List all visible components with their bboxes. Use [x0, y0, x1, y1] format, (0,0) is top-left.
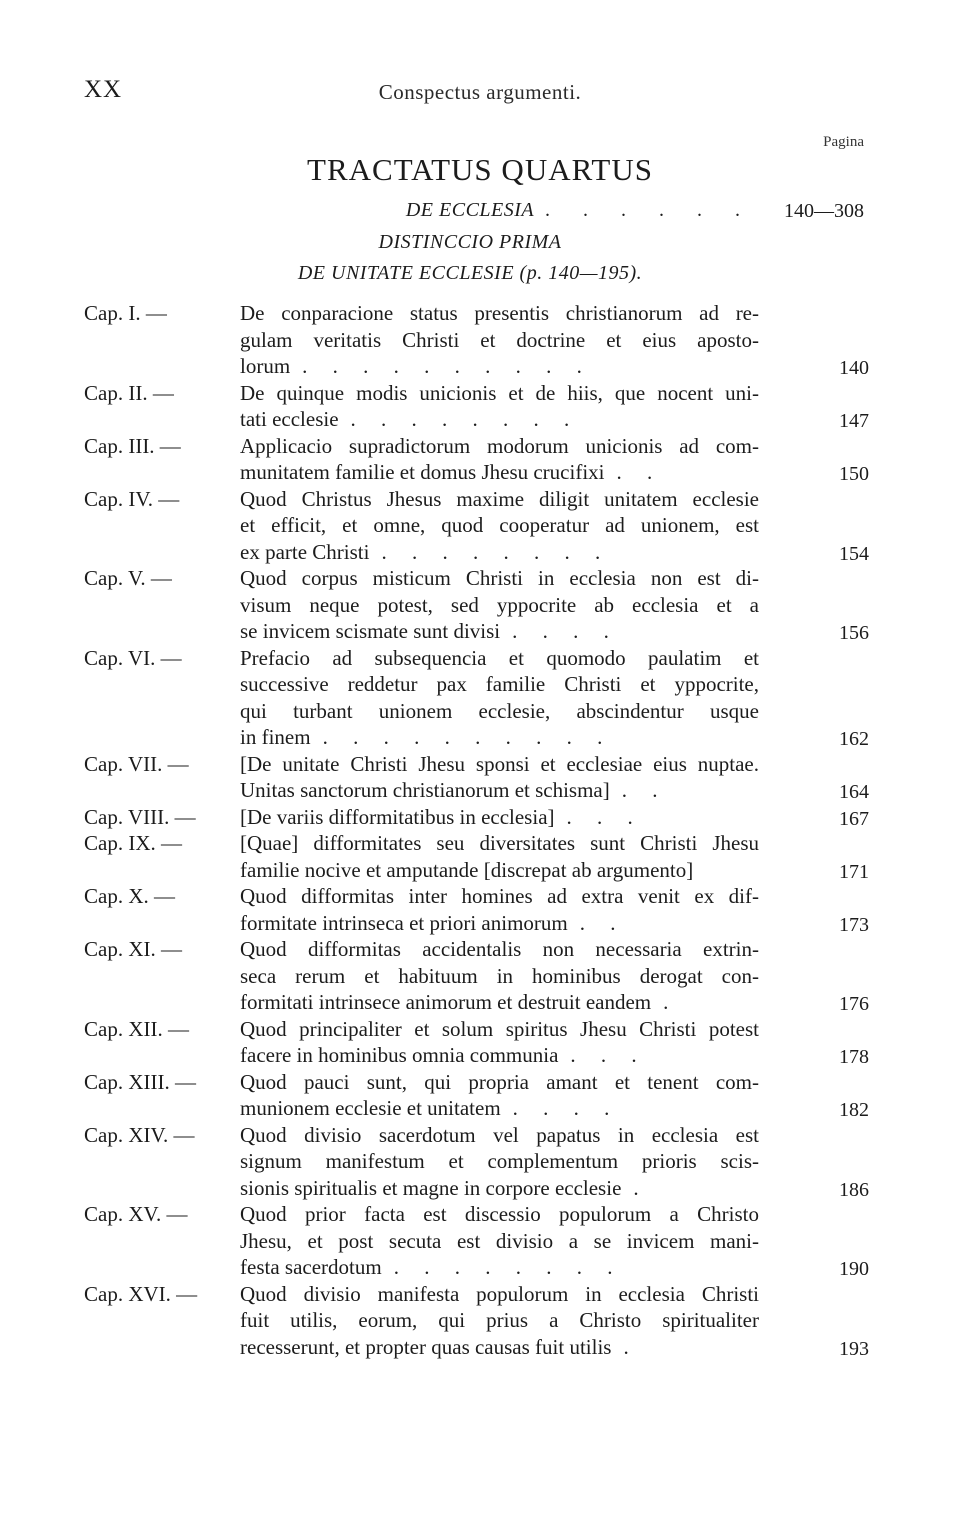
chapter-title-line: munitatem familie et domus Jhesu crucifixi . . [240, 460, 663, 484]
chapter-entry [84, 1281, 869, 1361]
chapter-entry [84, 751, 869, 804]
chapter-title-line: Quod prior facta est discessio populorum a Christo [240, 1202, 759, 1226]
chapter-page-number: 140 [839, 357, 869, 379]
chapter-page-number: 186 [839, 1178, 869, 1201]
chapter-entry [84, 300, 869, 380]
chapter-title [240, 1069, 759, 1122]
tractatus-title: TRACTATUS QUARTUS [307, 152, 653, 187]
chapter-title [240, 380, 759, 433]
dot-leader: . . [616, 460, 663, 484]
dot-leader: . . . . . . . . [393, 1255, 623, 1279]
chapter-title-line: Quod principaliter et solum spiritus Jhesu Christi potest [240, 1016, 759, 1041]
tractatus-subtitle: DE ECCLESIA [405, 199, 535, 221]
chapter-title [240, 936, 759, 1016]
dot-leader: . . . . . . . . . . [302, 354, 592, 378]
chapter-title [240, 565, 759, 645]
dot-leader: . . [621, 778, 668, 802]
dot-leader: . [623, 1334, 639, 1359]
chapter-title-line: visum neque potest, sed yppocrite ab ecclesia et a [240, 592, 759, 617]
chapter-title-line: Prefacio ad subsequencia et quomodo paulatim et [240, 645, 759, 670]
page-number: XX [84, 76, 123, 103]
chapter-title-line: sionis spiritualis et magne in corpore ecclesie . [240, 1175, 649, 1200]
tractatus-page-range: 140—308 [784, 200, 864, 222]
chapter-title [240, 645, 759, 751]
chapter-title-line: et efficit, et omne, quod cooperatur ad unionem, est [240, 513, 759, 537]
chapter-title [240, 751, 759, 804]
chapter-title-line: Quod divisio manifesta populorum in ecclesia Christi [240, 1281, 759, 1306]
chapter-entry [84, 1016, 869, 1069]
chapter-number: Cap. V. — [84, 566, 172, 590]
chapter-title-line: De quinque modis unicionis et de hiis, que nocent uni- [240, 380, 759, 405]
chapter-number: Cap. XII. — [84, 1016, 189, 1041]
chapter-title-line: fuit utilis, eorum, qui prius a Christo spiritualiter [240, 1308, 759, 1332]
chapter-entry [84, 1122, 869, 1202]
chapter-number: Cap. VIII. — [84, 804, 196, 829]
chapter-title-line: Quod difformitas accidentalis non necessaria extrin- [240, 937, 759, 961]
chapter-title-line: [Quae] difformitates seu diversitates sunt Christi Jhesu [240, 831, 759, 855]
chapter-title-line: Quod difformitas inter homines ad extra venit ex dif- [240, 884, 759, 908]
chapter-page-number: 164 [839, 781, 869, 803]
chapter-title-line: successive reddetur pax familie Christi et yppocrite, [240, 672, 759, 696]
chapter-page-number: 150 [839, 463, 869, 485]
chapter-title-line: Jhesu, et post secuta est divisio a se invicem mani- [240, 1228, 759, 1253]
chapter-entry [84, 804, 869, 831]
chapter-title-line: Applicacio supradictorum modorum unicionis ad com- [240, 433, 759, 458]
chapter-entry [84, 936, 869, 1016]
dot-leader: . [663, 990, 679, 1014]
chapter-title [240, 883, 759, 936]
chapter-page-number: 167 [839, 807, 869, 830]
chapter-page-number: 162 [839, 728, 869, 750]
chapter-title-line: formitati intrinsece animorum et destruit eandem . [240, 990, 679, 1014]
chapter-title-line: Unitas sanctorum christianorum et schisma] . . [240, 778, 668, 802]
chapter-entry [84, 565, 869, 645]
tractatus-subtitle-leader: . . . . . . [545, 199, 754, 221]
chapter-title-line: signum manifestum et complementum prioris scis- [240, 1149, 759, 1173]
chapter-title [240, 830, 759, 883]
dot-leader: . . . [570, 1043, 647, 1067]
chapter-number: Cap. II. — [84, 380, 174, 405]
dot-leader: . . . [566, 804, 643, 829]
chapter-title [240, 300, 759, 380]
chapter-entry [84, 380, 869, 433]
chapter-title-line: facere in hominibus omnia communia . . . [240, 1043, 647, 1067]
dot-leader: . . . . [512, 619, 619, 643]
chapter-page-number: 156 [839, 622, 869, 644]
chapter-number: Cap. IX. — [84, 831, 182, 855]
chapter-number: Cap. III. — [84, 433, 181, 458]
chapter-title-line: Quod pauci sunt, qui propria amant et tenent com- [240, 1069, 759, 1094]
running-head: Conspectus argumenti. [378, 80, 582, 104]
chapter-title-line: formitate intrinseca et priori animorum . . [240, 910, 626, 935]
chapter-title-line: munionem ecclesie et unitatem . . . . [240, 1096, 620, 1120]
chapter-title-line: Quod divisio sacerdotum vel papatus in ecclesia est [240, 1122, 759, 1147]
chapter-page-number: 154 [839, 542, 869, 565]
chapter-title-line: Quod corpus misticum Christi in ecclesia non est di- [240, 566, 759, 590]
dot-leader: . . . . . . . . [350, 407, 580, 431]
chapter-entry [84, 883, 869, 936]
chapter-title-line: tati ecclesie . . . . . . . . [240, 407, 580, 431]
chapter-page-number: 147 [839, 410, 869, 432]
chapter-entry [84, 1201, 869, 1281]
chapter-entry [84, 830, 869, 883]
dot-leader: . . . . [512, 1096, 620, 1120]
chapter-page-number: 190 [839, 1258, 869, 1280]
chapter-title-line: seca rerum et habituum in hominibus derogat con- [240, 963, 759, 988]
chapter-title [240, 1201, 759, 1281]
chapter-title-line: familie nocive et amputande [discrepat ab argumento] [240, 857, 694, 882]
chapter-title-line: se invicem scismate sunt divisi . . . . [240, 619, 619, 643]
chapter-title [240, 486, 759, 566]
chapter-number: Cap. XIV. — [84, 1122, 195, 1147]
distinction-title: DE UNITATE ECCLESIE (p. 140—195). [297, 262, 643, 284]
chapter-number: Cap. XV. — [84, 1202, 188, 1226]
distinction-heading: DISTINCCIO PRIMA [378, 231, 562, 253]
chapter-page-number: 173 [839, 913, 869, 936]
chapter-title-line: De conparacione status presentis christianorum ad re- [240, 301, 759, 325]
chapter-title-line: qui turbant unionem ecclesie, abscindentur usque [240, 698, 759, 723]
chapter-page-number: 193 [839, 1337, 869, 1360]
chapter-entry [84, 1069, 869, 1122]
chapter-title-line: [De variis difformitatibus in ecclesia] . . . [240, 804, 643, 829]
chapter-page-number: 176 [839, 993, 869, 1015]
chapter-title-line: ex parte Christi . . . . . . . . [240, 539, 611, 564]
chapter-number: Cap. XI. — [84, 937, 182, 961]
chapter-number: Cap. IV. — [84, 486, 180, 511]
chapter-entry [84, 645, 869, 751]
chapter-title [240, 1122, 759, 1202]
chapter-title-line: in finem . . . . . . . . . . [240, 725, 613, 749]
chapter-number: Cap. VII. — [84, 751, 189, 776]
dot-leader: . [633, 1175, 649, 1200]
chapter-title-line: gulam veritatis Christi et doctrine et eius aposto- [240, 327, 759, 352]
chapter-number: Cap. XIII. — [84, 1069, 196, 1094]
column-label-pagina: Pagina [823, 134, 864, 150]
chapter-number: Cap. X. — [84, 884, 175, 908]
chapter-title-line: Quod Christus Jhesus maxime diligit unitatem ecclesie [240, 486, 759, 511]
chapter-title [240, 804, 759, 831]
chapter-number: Cap. XVI. — [84, 1281, 198, 1306]
dot-leader: . . . . . . . . . . [322, 725, 613, 749]
chapter-title-line: lorum . . . . . . . . . . [240, 354, 592, 378]
chapter-number: Cap. I. — [84, 301, 167, 325]
dot-leader: . . [579, 910, 626, 935]
chapter-entry [84, 433, 869, 486]
chapter-title [240, 1016, 759, 1069]
chapter-title [240, 1281, 759, 1361]
chapter-number: Cap. VI. — [84, 645, 182, 670]
chapter-entry [84, 486, 869, 566]
chapter-title-line: festa sacerdotum . . . . . . . . [240, 1255, 623, 1279]
chapter-title-line: [De unitate Christi Jhesu sponsi et ecclesiae eius nuptae. [240, 751, 759, 776]
chapter-page-number: 178 [839, 1046, 869, 1068]
dot-leader: . . . . . . . . [381, 539, 611, 564]
chapter-title [240, 433, 759, 486]
chapter-page-number: 171 [839, 860, 869, 883]
chapter-page-number: 182 [839, 1099, 869, 1121]
chapter-title-line: recesserunt, et propter quas causas fuit utilis . [240, 1334, 639, 1359]
